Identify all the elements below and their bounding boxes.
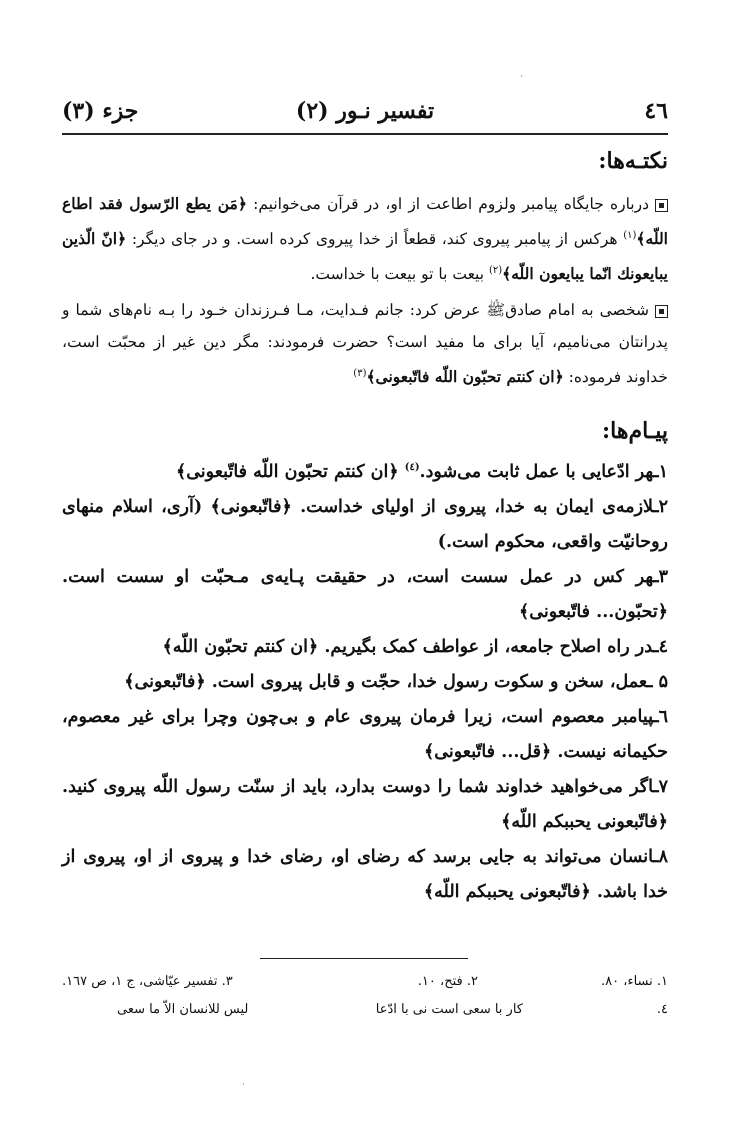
list-item: ۷ـاگر می‌خواهید خداوند شما را دوست بدارد، باید از سنّت رسول اللّه پیروی کنید. ﴿فاتّبعونی یحببکم اللّه﴾ bbox=[62, 776, 668, 832]
footnote-4-number: ٤. bbox=[656, 1002, 668, 1017]
list-item: ۳ـهر کس در عمل سست است، در حقیقت پـایه‌ی مـحبّت او سست است. ﴿تحبّون... فاتّبعونی﴾ bbox=[62, 566, 668, 622]
messages-list bbox=[62, 450, 668, 910]
footnotes bbox=[62, 968, 668, 1024]
footnote-ref: (۲) bbox=[488, 265, 503, 277]
note-item: درباره جایگاه پیامبر ولزوم اطاعت از او، در قرآن می‌خوانیم: ﴿مَن یطع الرّسول فقد اطاع اللّه﴾$^{(۱)}$ هرکس از پیامبر پیروی کند، قطعاً از خدا پیروی کرده است. و در جای دیگر: ﴿انّ الّذین یبایعونك انّما یبایعون اللّه﴾$^{(۲)}$ بیعت با تو بیعت با خداست. bbox=[62, 194, 668, 284]
quran-quote: ﴿قل... فاتّبعونی﴾ bbox=[424, 741, 552, 762]
quran-quote: ﴿ان کنتم تحبّون اللّه فاتّبعونی﴾ bbox=[175, 461, 399, 482]
quran-quote: ﴿فاتّبعونی یحببکم اللّه﴾ bbox=[423, 881, 591, 902]
square-bullet-icon bbox=[655, 199, 668, 212]
list-item: ٤ـدر راه اصلاح جامعه، از عواطف کمک بگیریم. ﴿ان کنتم تحبّون اللّه﴾ bbox=[162, 636, 668, 657]
footnote-4-verse-1: کار با سعی است نی با ادّعا bbox=[375, 1002, 523, 1017]
quran-quote: ﴿فاتّبعونی﴾ bbox=[124, 671, 206, 692]
messages-heading: پیـام‌ها: bbox=[602, 418, 668, 444]
footnote-2: ۲. فتح، ۱۰. bbox=[417, 974, 478, 989]
quran-quote: ﴿ان کنتم تحبّون اللّه﴾ bbox=[162, 636, 319, 657]
footnote-3: ۳. تفسیر عیّاشی، ج ۱، ص ۱٦۷. bbox=[62, 974, 233, 989]
part-label: جزء (۳) bbox=[62, 98, 139, 124]
footnote-divider bbox=[260, 958, 468, 959]
footnote-ref: (۳) bbox=[353, 368, 367, 380]
scan-speck: · bbox=[242, 1080, 245, 1089]
list-item: ۵ ـعمل، سخن و سکوت رسول خدا، حجّت و قابل پیروی است. ﴿فاتّبعونی﴾ bbox=[124, 671, 668, 692]
notes-body bbox=[62, 188, 668, 397]
footnote-4-verse-2: لیس للانسان الاّ ما سعی bbox=[117, 1002, 249, 1017]
list-item: ۱ـهر ادّعایی با عمل ثابت می‌شود.$^{(٤)}$ ﴿ان کنتم تحبّون اللّه فاتّبعونی﴾ bbox=[175, 461, 668, 482]
quran-quote: ﴿فاتّبعونی﴾ bbox=[210, 496, 292, 517]
square-bullet-icon bbox=[655, 305, 668, 318]
footnote-1: ۱. نساء، ۸۰. bbox=[601, 974, 668, 989]
footnote-ref: (۱) bbox=[623, 230, 637, 241]
list-item: ۲ـلازمه‌ی ایمان به خدا، پیروی از اولیای خداست. ﴿فاتّبعونی﴾ (آری، اسلام منهای روحانیّت واقعی، محکوم است.) bbox=[62, 496, 669, 552]
header-divider bbox=[62, 133, 668, 135]
list-item: ۸ـانسان می‌تواند به جایی برسد که رضای او، رضای خدا و پیروی از او، پیروی از خدا باشد. ﴿فاتّبعونی یحببکم اللّه﴾ bbox=[62, 846, 668, 902]
page-header bbox=[62, 98, 668, 130]
quran-quote: ﴿فاتّبعونی یحببکم اللّه﴾ bbox=[501, 811, 668, 832]
quran-quote: ﴿مَن یطع الرّسول فقد اطاع اللّه﴾ bbox=[62, 194, 668, 249]
note-item: شخصی به امام صادقﷺ عرض کرد: جانم فـدایت، مـا فـرزندان خـود را بـه نام‌های شما و پدرانتان می‌نامیم، آیا برای ما مفید است؟ حضرت فرمودند: مگر دین غیر از محبّت است، خداوند فرموده: ﴿ان کنتم تحبّون اللّه فاتّبعونی﴾$^{(۳)}$ bbox=[62, 301, 668, 387]
footnote-ref: (٤) bbox=[404, 462, 420, 473]
quran-quote: ﴿تحبّون... فاتّبعونی﴾ bbox=[518, 601, 668, 622]
scan-speck: · bbox=[520, 72, 523, 81]
quran-quote: ﴿انّ الّذین یبایعونك انّما یبایعون اللّه﴾ bbox=[62, 229, 668, 284]
list-item: ٦ـپیامبر معصوم است، زیرا فرمان پیروی عام و بی‌چون وچرا برای غیر معصوم، حکیمانه نیست. ﴿قل... فاتّبعونی﴾ bbox=[62, 706, 668, 762]
page-number: ٤٦ bbox=[644, 98, 668, 124]
book-title: تفسیر نـور (۲) bbox=[295, 98, 435, 124]
notes-heading: نکتـه‌ها: bbox=[598, 148, 668, 174]
quran-quote: ﴿ان کنتم تحبّون اللّه فاتّبعونی﴾ bbox=[366, 367, 564, 387]
